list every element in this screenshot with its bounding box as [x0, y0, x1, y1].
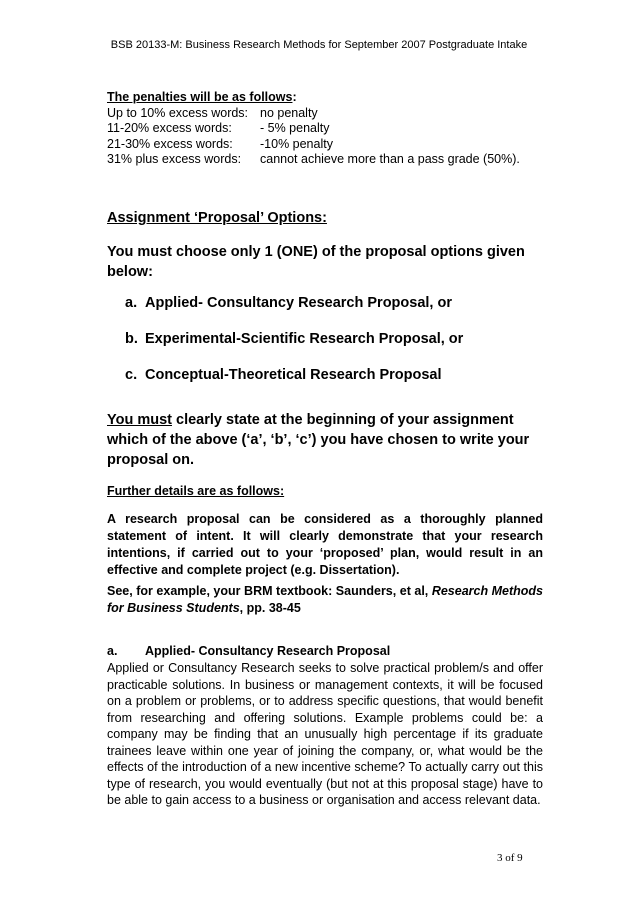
further-details-heading: Further details are as follows:: [107, 484, 285, 498]
penalty-value: - 5% penalty: [260, 121, 330, 135]
see-example-lead: See, for example, your BRM textbook: Saunders, et al,: [107, 584, 432, 598]
penalty-range: 21-30% excess words:: [107, 136, 233, 151]
section-a-letter: a.: [107, 644, 118, 658]
book-title: Research Methods for Business Students: [107, 584, 544, 615]
penalty-row: [107, 121, 543, 137]
option-item-b: [125, 331, 463, 347]
option-text: Conceptual-Theoretical Research Proposal: [145, 367, 442, 383]
section-a-heading: [107, 644, 543, 658]
you-must-emphasis: You must: [107, 412, 172, 428]
see-example-pages: , pp. 38-45: [239, 601, 301, 615]
page-number: 3 of 9: [497, 852, 523, 864]
penalties-title: [107, 90, 543, 106]
options-heading: Assignment ‘Proposal’ Options:: [107, 210, 327, 226]
option-text: Applied- Consultancy Research Proposal, or: [145, 295, 452, 311]
penalty-row: [107, 106, 543, 122]
penalty-range: 31% plus excess words:: [107, 152, 242, 166]
penalty-range: Up to 10% excess words:: [107, 105, 249, 120]
option-letter: b.: [125, 331, 138, 347]
penalty-row: [107, 137, 543, 153]
state-clearly-text: clearly state at the beginning of your assignment which of the above (‘a’, ‘b’, ‘c’) you have chosen to write your proposal on.: [107, 412, 530, 468]
penalties-title-text: The penalties will be as follows: [107, 90, 293, 104]
penalty-value: cannot achieve more than a pass grade (50%).: [260, 152, 520, 166]
option-letter: a.: [125, 295, 138, 311]
see-example-paragraph: [107, 583, 543, 617]
penalty-range: 11-20% excess words:: [107, 121, 232, 135]
section-a-title: Applied- Consultancy Research Proposal: [145, 644, 391, 658]
option-item-c: [125, 367, 442, 383]
penalty-value: -10% penalty: [260, 136, 333, 151]
state-clearly-paragraph: [107, 410, 543, 470]
penalties-section: [107, 90, 543, 168]
option-item-a: [125, 295, 452, 311]
option-text: Experimental-Scientific Research Proposal, or: [145, 331, 464, 347]
section-a-body: Applied or Consultancy Research seeks to solve practical problem/s and offer practicable solutions. In business or management contexts, it will be focused on a problem or problems, or to address specific questions, that would benefit from researching and offering solutions. Example problems could be: a company may be finding that an unusually high percentage if its graduate trainees leave within one year of joining the company, or, what would be the effects of the introduction of a new incentive scheme? To actually carry out this type of research, you would eventually (but not at this proposal stage) have to be able to gain access to a business or organisation and access relevant data.: [107, 661, 543, 807]
proposal-definition: A research proposal can be considered as a thoroughly planned statement of intent. It will clearly demonstrate that your research intentions, if carried out to your ‘proposed’ plan, would result in an effective and complete project (e.g. Dissertation).: [107, 512, 543, 577]
penalties-title-colon: :: [292, 90, 297, 104]
penalty-row: [107, 152, 543, 168]
penalty-value: no penalty: [260, 105, 318, 120]
option-letter: c.: [125, 367, 138, 383]
choose-instruction: You must choose only 1 (ONE) of the proposal options given below:: [107, 244, 525, 280]
page-header: BSB 20133-M: Business Research Methods for September 2007 Postgraduate Intake: [110, 39, 528, 51]
